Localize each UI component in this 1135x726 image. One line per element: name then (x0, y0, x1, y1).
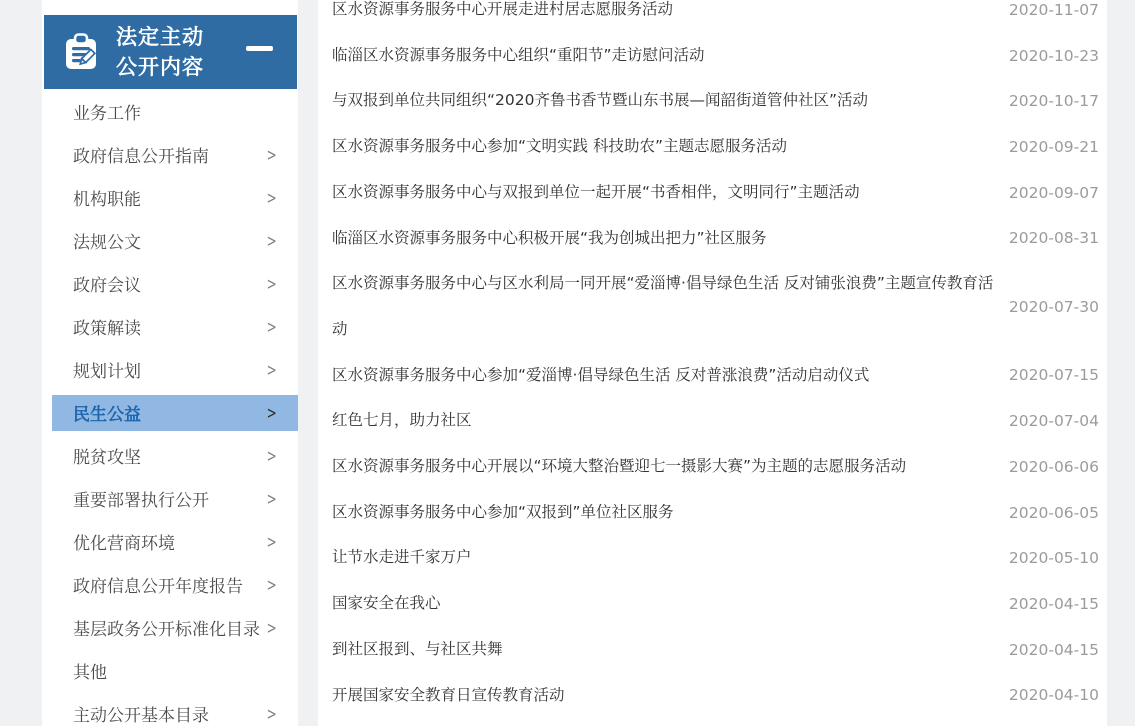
sidebar-item-label: 法规公文 (73, 233, 141, 253)
news-date: 2020-07-30 (1008, 297, 1099, 316)
chevron-right-icon: > (266, 617, 277, 638)
chevron-right-icon: > (266, 316, 277, 337)
clipboard-pencil-icon (61, 32, 101, 72)
news-date: 2020-06-06 (1008, 457, 1099, 476)
chevron-right-icon: > (266, 445, 277, 466)
news-date: 2020-09-21 (1008, 137, 1099, 156)
sidebar-item[interactable] (42, 563, 298, 606)
news-date: 2020-07-04 (1008, 412, 1099, 431)
sidebar-item[interactable] (42, 520, 298, 563)
news-date: 2020-04-15 (1008, 640, 1099, 659)
news-row (332, 353, 1099, 399)
sidebar-item-label: 民生公益 (73, 405, 141, 425)
sidebar-item-label: 主动公开基本目录 (73, 706, 209, 726)
sidebar-item-label: 基层政务公开标准化目录 (73, 620, 260, 640)
news-date: 2020-10-17 (1008, 92, 1099, 111)
chevron-right-icon: > (266, 273, 277, 294)
news-link[interactable]: 区水资源事务服务中心参加“爱淄博·倡导绿色生活 反对普涨浪费”活动启动仪式 (332, 365, 870, 384)
news-link[interactable]: 区水资源事务服务中心参加“双报到”单位社区服务 (332, 502, 674, 521)
sidebar-item-label: 政策解读 (73, 319, 141, 339)
news-row (332, 216, 1099, 262)
chevron-right-icon: > (266, 574, 277, 595)
sidebar-item-label: 其他 (73, 663, 107, 683)
news-link[interactable]: 与双报到单位共同组织“2020齐鲁书香节暨山东书展—闻韶街道管仲社区”活动 (332, 91, 869, 110)
sidebar-title (116, 22, 204, 82)
sidebar-item[interactable] (42, 692, 298, 726)
sidebar-item[interactable] (42, 305, 298, 348)
news-date: 2020-07-15 (1008, 366, 1099, 385)
news-row (332, 490, 1099, 536)
news-row (332, 170, 1099, 216)
chevron-right-icon: > (266, 187, 277, 208)
chevron-right-icon: > (266, 402, 277, 423)
sidebar-item-label: 规划计划 (73, 362, 141, 382)
news-row (332, 0, 1099, 33)
sidebar-item[interactable] (42, 606, 298, 649)
news-row (332, 124, 1099, 170)
sidebar-item[interactable] (42, 219, 298, 262)
news-link[interactable]: 临淄区水资源事务服务中心组织“重阳节”走访慰问活动 (332, 45, 705, 64)
news-row (332, 78, 1099, 124)
news-link[interactable]: 临淄区水资源事务服务中心积极开展“我为创城出把力”社区服务 (332, 228, 767, 247)
news-list-panel (318, 0, 1107, 726)
news-date: 2020-06-05 (1008, 503, 1099, 522)
sidebar-item-label: 优化营商环境 (73, 534, 175, 554)
sidebar-item-label: 脱贫攻坚 (73, 448, 141, 468)
sidebar-header[interactable] (44, 15, 297, 89)
sidebar-item[interactable] (42, 477, 298, 520)
news-link[interactable]: 国家安全在我心 (332, 594, 441, 613)
news-link[interactable]: 区水资源事务服务中心与双报到单位一起开展“书香相伴，文明同行”主题活动 (332, 182, 860, 201)
news-list (318, 0, 1107, 718)
news-link[interactable]: 让节水走进千家万户 (332, 548, 472, 567)
news-row (332, 673, 1099, 719)
news-date: 2020-04-15 (1008, 594, 1099, 613)
sidebar (42, 0, 298, 726)
news-link[interactable]: 区水资源事务服务中心参加“文明实践 科技助农”主题志愿服务活动 (332, 137, 787, 156)
chevron-right-icon: > (266, 703, 277, 724)
news-row (332, 444, 1099, 490)
news-date: 2020-08-31 (1008, 229, 1099, 248)
chevron-right-icon: > (266, 488, 277, 509)
sidebar-item-label: 政府信息公开年度报告 (73, 577, 243, 597)
news-row (332, 535, 1099, 581)
sidebar-item[interactable] (42, 348, 298, 391)
sidebar-item-label: 业务工作 (73, 104, 141, 124)
news-date: 2020-04-10 (1008, 686, 1099, 705)
news-row (332, 627, 1099, 673)
chevron-right-icon: > (266, 144, 277, 165)
sidebar-title-line1: 法定主动 (116, 25, 204, 49)
sidebar-item-label: 机构职能 (73, 190, 141, 210)
sidebar-item[interactable] (42, 176, 298, 219)
sidebar-menu (42, 90, 298, 726)
sidebar-title-line2: 公开内容 (116, 55, 204, 79)
news-row (332, 398, 1099, 444)
news-date: 2020-11-07 (1008, 0, 1099, 19)
chevron-right-icon: > (266, 531, 277, 552)
news-date: 2020-10-23 (1008, 46, 1099, 65)
sidebar-item[interactable] (42, 133, 298, 176)
chevron-right-icon: > (266, 230, 277, 251)
news-row (332, 261, 1099, 352)
minus-icon[interactable] (246, 46, 273, 51)
sidebar-item[interactable] (42, 90, 298, 133)
news-date: 2020-09-07 (1008, 183, 1099, 202)
news-link[interactable]: 开展国家安全教育日宣传教育活动 (332, 685, 565, 704)
news-link[interactable]: 到社区报到、与社区共舞 (332, 639, 503, 658)
news-link[interactable]: 红色七月，助力社区 (332, 411, 472, 430)
news-link[interactable]: 区水资源事务服务中心开展以“环境大整治暨迎七一摄影大赛”为主题的志愿服务活动 (332, 457, 907, 476)
news-row (332, 33, 1099, 79)
chevron-right-icon: > (266, 359, 277, 380)
sidebar-item-label: 重要部署执行公开 (73, 491, 209, 511)
sidebar-item[interactable] (52, 395, 298, 431)
news-date: 2020-05-10 (1008, 549, 1099, 568)
sidebar-item[interactable] (42, 262, 298, 305)
news-link[interactable]: 区水资源事务服务中心开展走进村居志愿服务活动 (332, 0, 674, 18)
news-link[interactable]: 区水资源事务服务中心与区水利局一同开展“爱淄博·倡导绿色生活 反对铺张浪费”主题宣传教育活动 (332, 274, 994, 338)
sidebar-item[interactable] (42, 434, 298, 477)
sidebar-item-label: 政府信息公开指南 (73, 147, 209, 167)
sidebar-item-label: 政府会议 (73, 276, 141, 296)
news-row (332, 581, 1099, 627)
sidebar-item[interactable] (42, 649, 298, 692)
